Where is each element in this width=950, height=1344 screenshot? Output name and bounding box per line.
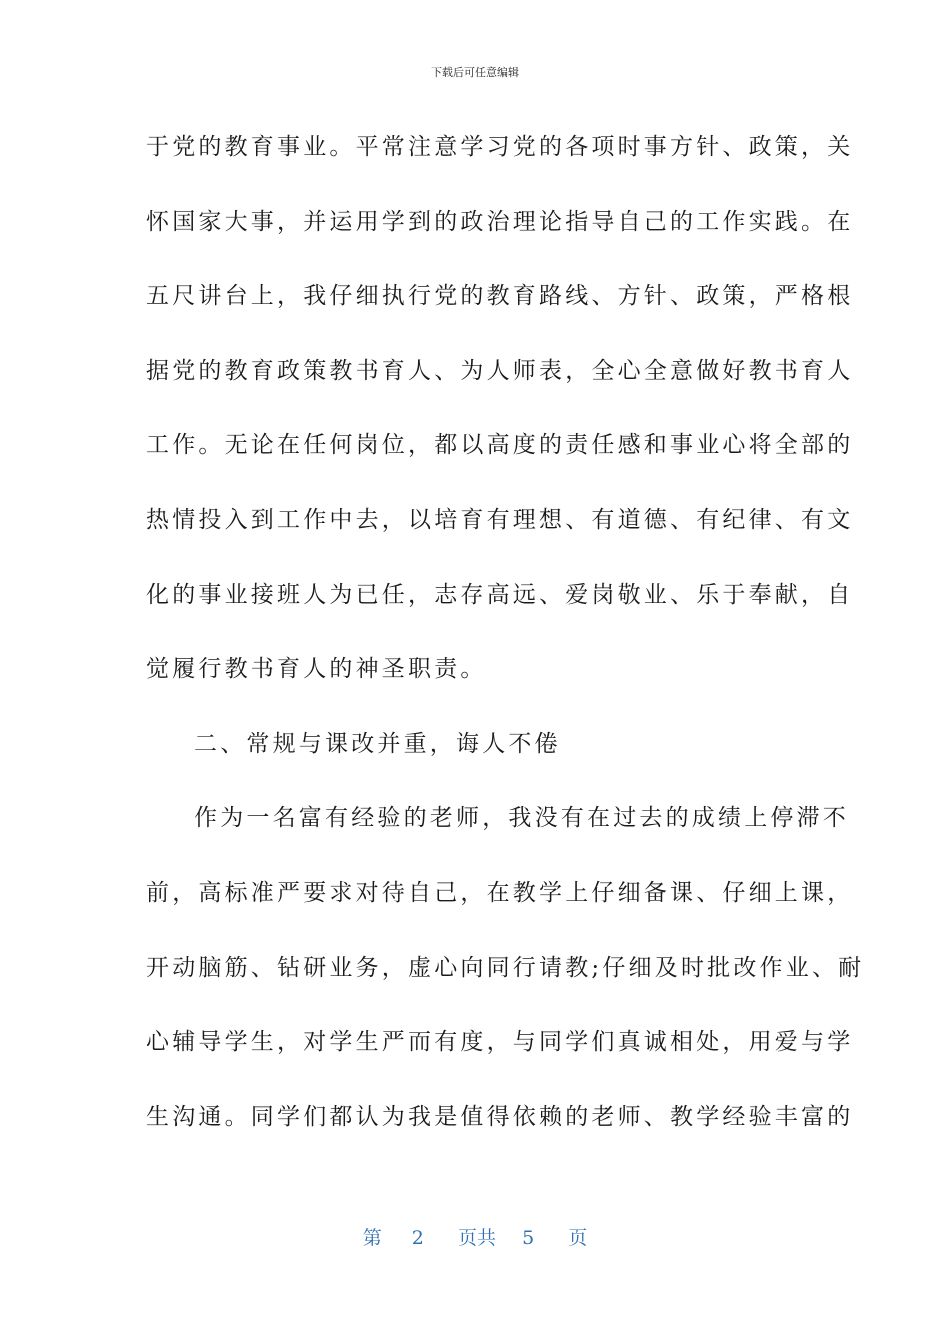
- page-header-note: 下载后可任意编辑: [431, 66, 519, 79]
- paragraph-line: 据党的教育政策教书育人、为人师表，全心全意做好教书育人: [146, 357, 854, 384]
- paragraph-line: 于党的教育事业。平常注意学习党的各项时事方针、政策，关: [146, 134, 854, 160]
- paragraph-line: 觉履行教书育人的神圣职责。: [146, 656, 487, 683]
- footer-suffix: 页: [568, 1227, 588, 1249]
- paragraph-line: 开动脑筋、钻研业务，虚心向同行请教;仔细及时批改作业、耐: [146, 954, 865, 981]
- paragraph-line: 热情投入到工作中去，以培育有理想、有道德、有纪律、有文: [146, 506, 854, 533]
- paragraph-line: 生沟通。同学们都认为我是值得依赖的老师、教学经验丰富的: [146, 1103, 854, 1130]
- paragraph-line: 心辅导学生，对学生严而有度，与同学们真诚相处，用爱与学: [146, 1029, 854, 1056]
- page-footer: [0, 1224, 950, 1252]
- footer-total-pages: 5: [522, 1227, 535, 1249]
- paragraph-line: 作为一名富有经验的老师，我没有在过去的成绩上停滞不: [194, 805, 849, 832]
- footer-prefix: 第: [362, 1227, 382, 1249]
- paragraph-line: 怀国家大事，并运用学到的政治理论指导自己的工作实践。在: [146, 208, 854, 235]
- paragraph-line: 前，高标准严要求对待自己，在教学上仔细备课、仔细上课，: [146, 879, 854, 906]
- footer-middle: 页共: [457, 1227, 496, 1249]
- paragraph-line: 五尺讲台上，我仔细执行党的教育路线、方针、政策，严格根: [146, 283, 854, 310]
- paragraph-line: 工作。无论在任何岗位，都以高度的责任感和事业心将全部的: [146, 432, 854, 459]
- document-body: [146, 127, 865, 1171]
- footer-page-number: 2: [411, 1227, 424, 1249]
- paragraph-line: 化的事业接班人为已任，志存高远、爱岗敬业、乐于奉献，自: [146, 581, 854, 608]
- section-heading: 二、常规与课改并重，诲人不倦: [194, 730, 561, 757]
